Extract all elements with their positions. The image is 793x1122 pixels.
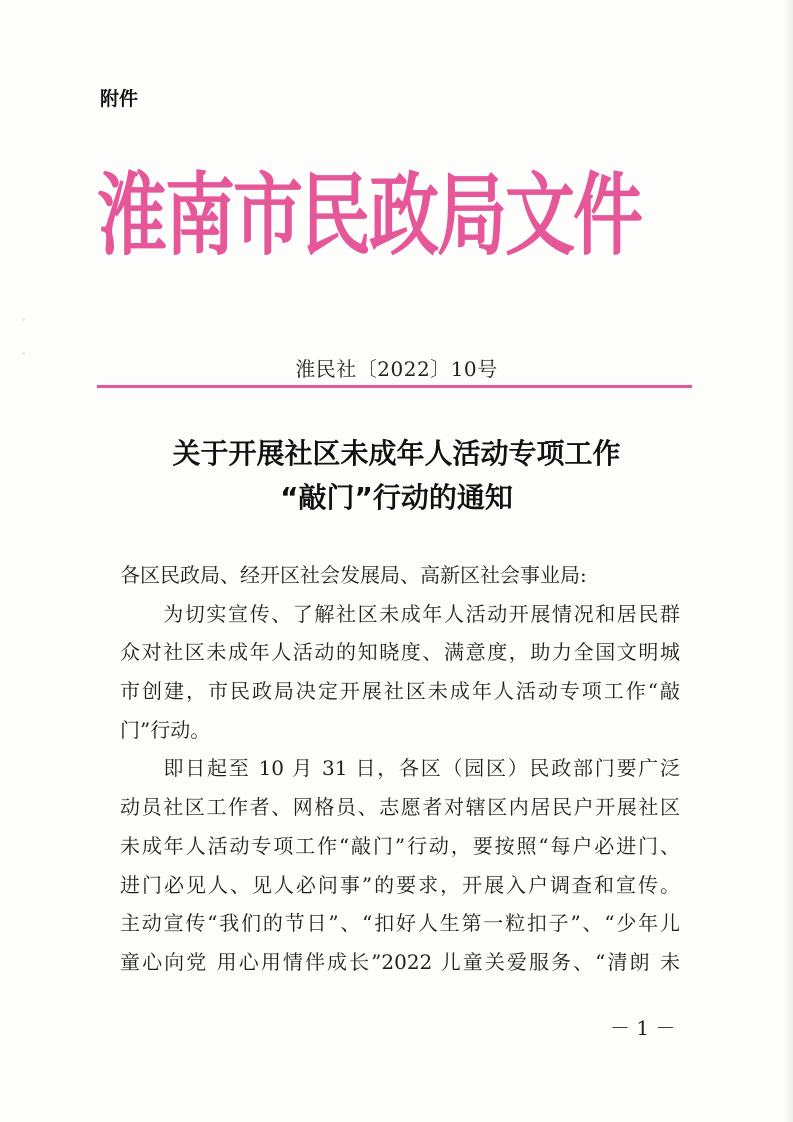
body-line: 各区民政局、经开区社会发展局、高新区社会事业局:: [120, 563, 587, 587]
scan-edge-shadow: [783, 0, 793, 1122]
body-line: 进门必见人、见人必问事”的要求，开展入户调查和宣传。: [120, 872, 680, 897]
notice-title-line-1: 关于开展社区未成年人活动专项工作: [172, 437, 621, 470]
body-line: 未成年人活动专项工作“敲门”行动，要按照“每户必进门、: [120, 833, 680, 858]
body-line: 门”行动。: [120, 717, 211, 742]
page-number: － 1 －: [610, 1016, 676, 1040]
body-line: 主动宣传“我们的节日”、“扣好人生第一粒扣子”、“少年儿: [120, 911, 680, 936]
body-line: 市创建，市民政局决定开展社区未成年人活动专项工作“敲: [120, 679, 680, 704]
scan-speck: [22, 318, 25, 321]
notice-title-line-2: “敲门”行动的通知: [280, 481, 513, 514]
body-line: 为切实宣传、了解社区未成年人活动开展情况和居民群: [120, 601, 680, 626]
notice-body: [120, 556, 680, 982]
document-number: 淮民社〔2022〕10号: [295, 357, 498, 381]
body-line: 动员社区工作者、网格员、志愿者对辖区内居民户开展社区: [120, 795, 680, 820]
red-divider-rule: [97, 385, 692, 388]
masthead-title: 淮南市民政局文件: [97, 162, 641, 269]
notice-title: [0, 432, 793, 520]
body-line: 即日起至 10 月 31 日，各区（园区）民政部门要广泛: [120, 756, 680, 781]
body-line: 童心向党 用心用情伴成长”2022 儿童关爱服务、“清朗 未: [120, 949, 680, 974]
attachment-label: 附件: [100, 88, 139, 110]
body-line: 众对社区未成年人活动的知晓度、满意度，助力全国文明城: [120, 640, 680, 665]
